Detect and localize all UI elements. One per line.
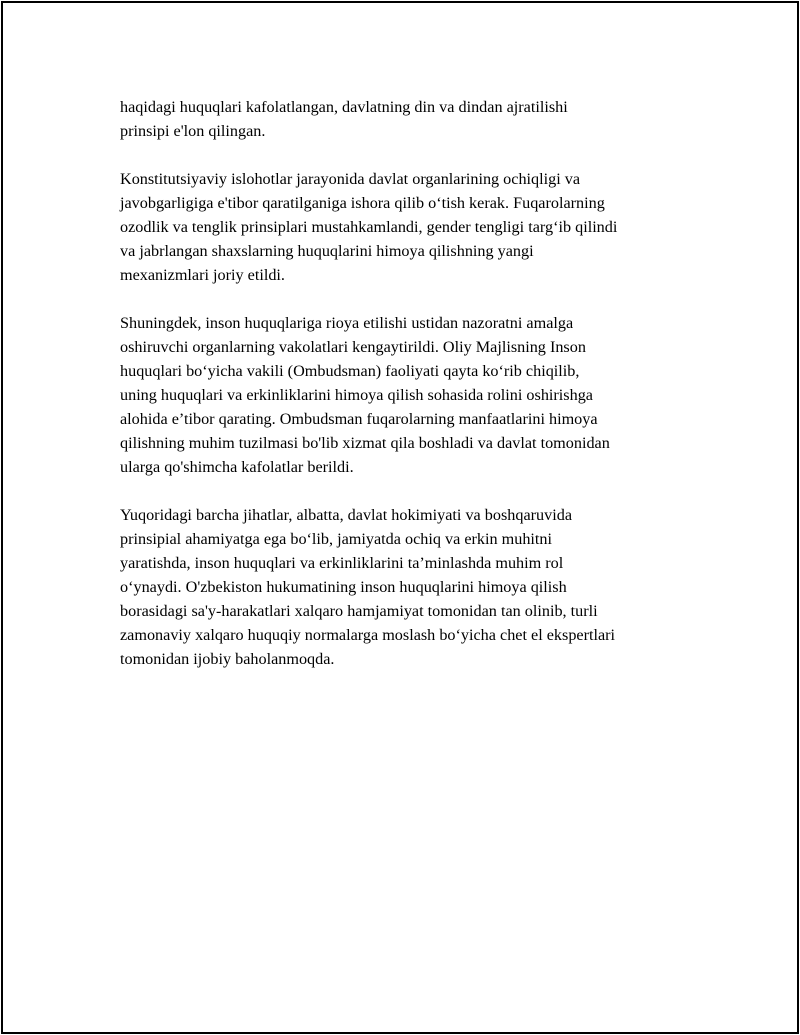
paragraph: Shuningdek, inson huquqlariga rioya etilishi ustidan nazoratni amalga oshiruvchi organlarning vakolatlari kengaytirildi. Oliy Majlisning Inson huquqlari bo‘yicha vakili (Ombudsman) faoliyati qayta ko‘rib chiqilib, uning huquqlari va erkinliklarini himoya qilish sohasida rolini oshirishga alohida e’tibor qarating. Ombudsman fuqarolarning manfaatlarini himoya qilishning muhim tuzilmasi bo'lib xizmat qila boshladi va davlat tomonidan ularga qo'shimcha kafolatlar berildi. xyxy=(120,314,610,476)
page-frame xyxy=(1,1,799,1034)
document-body xyxy=(120,95,705,695)
paragraph: Konstitutsiyaviy islohotlar jarayonida davlat organlarining ochiqligi va javobgarligiga e'tibor qaratilganiga ishora qilib o‘tish kerak. Fuqarolarning ozodlik va tenglik prinsiplari mustahkamlandi, gender tengligi targ‘ib qilindi va jabrlangan shaxslarning huquqlarini himoya qilishning yangi mexanizmlari joriy etildi. xyxy=(120,170,618,284)
paragraph: haqidagi huquqlari kafolatlangan, davlatning din va dindan ajratilishi prinsipi e'lon qilingan. xyxy=(120,98,568,140)
paragraph: Yuqoridagi barcha jihatlar, albatta, davlat hokimiyati va boshqaruvida prinsipial ahamiyatga ega bo‘lib, jamiyatda ochiq va erkin muhitni yaratishda, inson huquqlari va erkinliklarini ta’minlashda muhim rol o‘ynaydi. O'zbekiston hukumatining inson huquqlarini himoya qilish borasidagi sa'y-harakatlari xalqaro hamjamiyat tomonidan tan olinib, turli zamonaviy xalqaro huquqiy normalarga moslash bo‘yicha chet el ekspertlari tomonidan ijobiy baholanmoqda. xyxy=(120,506,616,668)
